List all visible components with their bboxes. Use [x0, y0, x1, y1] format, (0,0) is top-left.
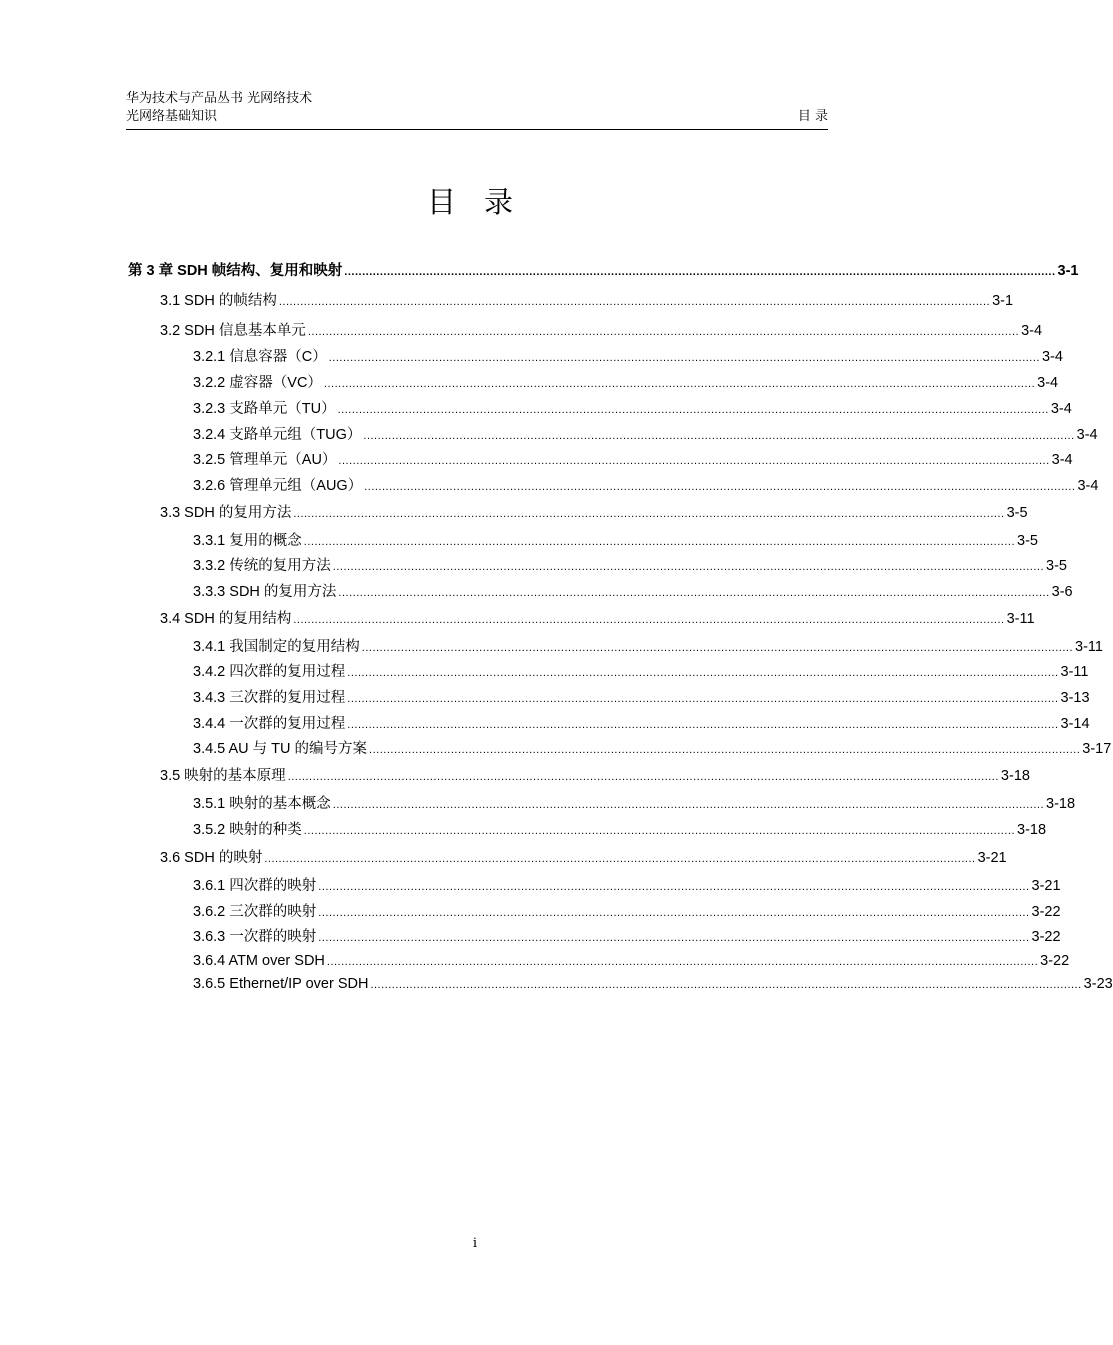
toc-entry-label: 3.2.1 信息容器（C） — [193, 349, 327, 365]
toc-entry-label: 3.6.5 Ethernet/IP over SDH — [193, 976, 369, 992]
toc-entry-page: 3-4 — [1076, 427, 1098, 443]
toc-entry-label: 3.3 SDH 的复用方法 — [160, 505, 292, 521]
toc-entry-label: 3.6.2 三次群的映射 — [193, 904, 317, 920]
toc-entry[interactable] — [193, 688, 1090, 708]
toc-entry-label: 3.2.3 支路单元（TU） — [193, 401, 336, 417]
toc-entry-page: 3-21 — [977, 850, 1007, 866]
toc-entry[interactable] — [193, 820, 1047, 840]
toc-entry-label: 3.6.4 ATM over SDH — [193, 953, 325, 969]
toc-leader-dots: ........................................................................................................................................................................................................ — [347, 719, 1059, 731]
toc-entry-page: 3-4 — [1050, 401, 1072, 417]
toc-entry-label: 3.3.2 传统的复用方法 — [193, 558, 331, 574]
toc-leader-dots: ........................................................................................................................................................................................................ — [364, 481, 1076, 493]
toc-entry-page: 3-17 — [1082, 741, 1112, 757]
toc-entry[interactable] — [160, 609, 1035, 629]
toc-entry[interactable] — [128, 261, 1079, 281]
toc-entry-page: 3-5 — [1046, 558, 1067, 574]
toc-entry-label: 3.2.4 支路单元组（TUG） — [193, 427, 362, 443]
toc-leader-dots: ........................................................................................................................................................................................................ — [318, 907, 1030, 919]
toc-entry[interactable] — [160, 766, 1030, 786]
toc-leader-dots: ........................................................................................................................................................................................................ — [326, 956, 1039, 968]
toc-entry-page: 3-4 — [1037, 375, 1059, 391]
toc-leader-dots: ........................................................................................................................................................................................................ — [303, 536, 1016, 548]
toc-leader-dots: ........................................................................................................................................................................................................ — [303, 825, 1016, 837]
toc-entry-label: 3.6.1 四次群的映射 — [193, 878, 317, 894]
toc-leader-dots: ........................................................................................................................................................................................................ — [332, 561, 1045, 573]
toc-entry-label: 3.3.3 SDH 的复用方法 — [193, 584, 337, 600]
toc-entry[interactable] — [193, 425, 1098, 445]
toc-entry-page: 3-4 — [1041, 349, 1063, 365]
toc-leader-dots: ........................................................................................................................................................................................................ — [347, 693, 1059, 705]
toc-entry-label: 3.6 SDH 的映射 — [160, 850, 263, 866]
page-number: i — [472, 1236, 478, 1251]
toc-entry-page: 3-23 — [1083, 976, 1113, 992]
toc-entry[interactable] — [193, 347, 1063, 367]
toc-entry[interactable] — [193, 373, 1059, 393]
toc-entry-page: 3-18 — [1046, 796, 1076, 812]
toc-leader-dots: ........................................................................................................................................................................................................ — [337, 404, 1049, 416]
toc-leader-dots: ........................................................................................................................................................................................................ — [328, 352, 1040, 364]
toc-leader-dots: ........................................................................................................................................................................................................ — [361, 642, 1074, 654]
toc-entry-label: 3.5.1 映射的基本概念 — [193, 796, 331, 812]
toc-leader-dots: ........................................................................................................................................................................................................ — [338, 455, 1050, 467]
toc-entry[interactable] — [160, 848, 1007, 868]
toc-entry-page: 3-4 — [1051, 452, 1073, 468]
header-section-title: 目 录 — [797, 109, 828, 124]
toc-leader-dots: ........................................................................................................................................................................................................ — [344, 266, 1056, 278]
toc-entry[interactable] — [193, 927, 1061, 947]
toc-entry-page: 3-22 — [1031, 904, 1061, 920]
toc-entry[interactable] — [193, 531, 1038, 551]
header-book-title: 光网络基础知识 — [126, 109, 218, 124]
toc-entry[interactable] — [193, 450, 1073, 470]
page-title: 目 录 — [426, 187, 524, 219]
toc-entry-label: 3.2.2 虚容器（VC） — [193, 375, 322, 391]
toc-entry-page: 3-18 — [1017, 822, 1047, 838]
toc-entry-label: 第 3 章 SDH 帧结构、复用和映射 — [128, 263, 343, 279]
toc-entry-label: 3.5.2 映射的种类 — [193, 822, 302, 838]
toc-entry-page: 3-4 — [1077, 478, 1099, 494]
toc-leader-dots: ........................................................................................................................................................................................................ — [347, 667, 1059, 679]
toc-leader-dots: ........................................................................................................................................................................................................ — [264, 853, 976, 865]
toc-entry-label: 3.4 SDH 的复用结构 — [160, 611, 292, 627]
toc-entry-label: 3.3.1 复用的概念 — [193, 533, 302, 549]
toc-leader-dots: ........................................................................................................................................................................................................ — [318, 932, 1030, 944]
toc-leader-dots: ........................................................................................................................................................................................................ — [369, 744, 1081, 756]
toc-leader-dots: ........................................................................................................................................................................................................ — [370, 979, 1082, 991]
toc-entry-page: 3-11 — [1060, 664, 1089, 680]
toc-entry[interactable] — [193, 951, 1070, 971]
toc-entry-page: 3-22 — [1031, 929, 1061, 945]
toc-entry[interactable] — [193, 476, 1099, 496]
header-series-title: 华为技术与产品丛书 光网络技术 — [126, 91, 313, 106]
toc-entry-page: 3-13 — [1060, 690, 1090, 706]
toc-leader-dots: ........................................................................................................................................................................................................ — [363, 430, 1075, 442]
toc-entry[interactable] — [193, 974, 1113, 994]
toc-leader-dots: ........................................................................................................................................................................................................ — [323, 378, 1036, 390]
toc-entry-page: 3-11 — [1006, 611, 1035, 627]
toc-entry-label: 3.1 SDH 的帧结构 — [160, 293, 277, 309]
toc-leader-dots: ........................................................................................................................................................................................................ — [293, 614, 1005, 626]
toc-entry-page: 3-1 — [1057, 263, 1079, 279]
toc-entry-label: 3.4.4 一次群的复用过程 — [193, 716, 346, 732]
toc-entry[interactable] — [193, 714, 1090, 734]
toc-entry[interactable] — [160, 291, 1014, 311]
toc-entry-page: 3-4 — [1021, 323, 1043, 339]
toc-leader-dots: ........................................................................................................................................................................................................ — [278, 296, 991, 308]
toc-entry[interactable] — [193, 582, 1073, 602]
toc-entry-page: 3-5 — [1006, 505, 1028, 521]
toc-entry-label: 3.5 映射的基本原理 — [160, 768, 286, 784]
toc-entry-page: 3-21 — [1031, 878, 1061, 894]
toc-entry-page: 3-6 — [1051, 584, 1073, 600]
toc-entry[interactable] — [193, 902, 1061, 922]
toc-leader-dots: ........................................................................................................................................................................................................ — [318, 881, 1030, 893]
toc-entry-label: 3.4.1 我国制定的复用结构 — [193, 639, 360, 655]
toc-entry[interactable] — [193, 794, 1076, 814]
toc-leader-dots: ........................................................................................................................................................................................................ — [307, 326, 1020, 338]
toc-entry-label: 3.2 SDH 信息基本单元 — [160, 323, 306, 339]
toc-entry-label: 3.4.5 AU 与 TU 的编号方案 — [193, 741, 368, 757]
toc-leader-dots: ........................................................................................................................................................................................................ — [293, 508, 1005, 520]
toc-entry[interactable] — [160, 503, 1028, 523]
toc-leader-dots: ........................................................................................................................................................................................................ — [287, 771, 999, 783]
toc-entry[interactable] — [160, 321, 1043, 341]
toc-entry-label: 3.4.3 三次群的复用过程 — [193, 690, 346, 706]
toc-entry-page: 3-11 — [1075, 639, 1103, 655]
toc-entry-page: 3-1 — [992, 293, 1014, 309]
toc-leader-dots: ........................................................................................................................................................................................................ — [338, 587, 1050, 599]
toc-entry[interactable] — [193, 739, 1112, 759]
toc-entry[interactable] — [193, 399, 1072, 419]
toc-entry[interactable] — [193, 637, 1103, 657]
toc-entry-page: 3-5 — [1017, 533, 1038, 549]
toc-entry-page: 3-22 — [1040, 953, 1070, 969]
toc-leader-dots: ........................................................................................................................................................................................................ — [332, 799, 1045, 811]
toc-entry-label: 3.2.5 管理单元（AU） — [193, 452, 337, 468]
toc-entry[interactable] — [193, 556, 1067, 576]
toc-entry-page: 3-14 — [1060, 716, 1090, 732]
toc-entry-label: 3.4.2 四次群的复用过程 — [193, 664, 346, 680]
toc-entry[interactable] — [193, 662, 1089, 682]
toc-entry[interactable] — [193, 876, 1061, 896]
toc-entry-label: 3.2.6 管理单元组（AUG） — [193, 478, 363, 494]
toc-entry-label: 3.6.3 一次群的映射 — [193, 929, 317, 945]
toc-entry-page: 3-18 — [1000, 768, 1030, 784]
